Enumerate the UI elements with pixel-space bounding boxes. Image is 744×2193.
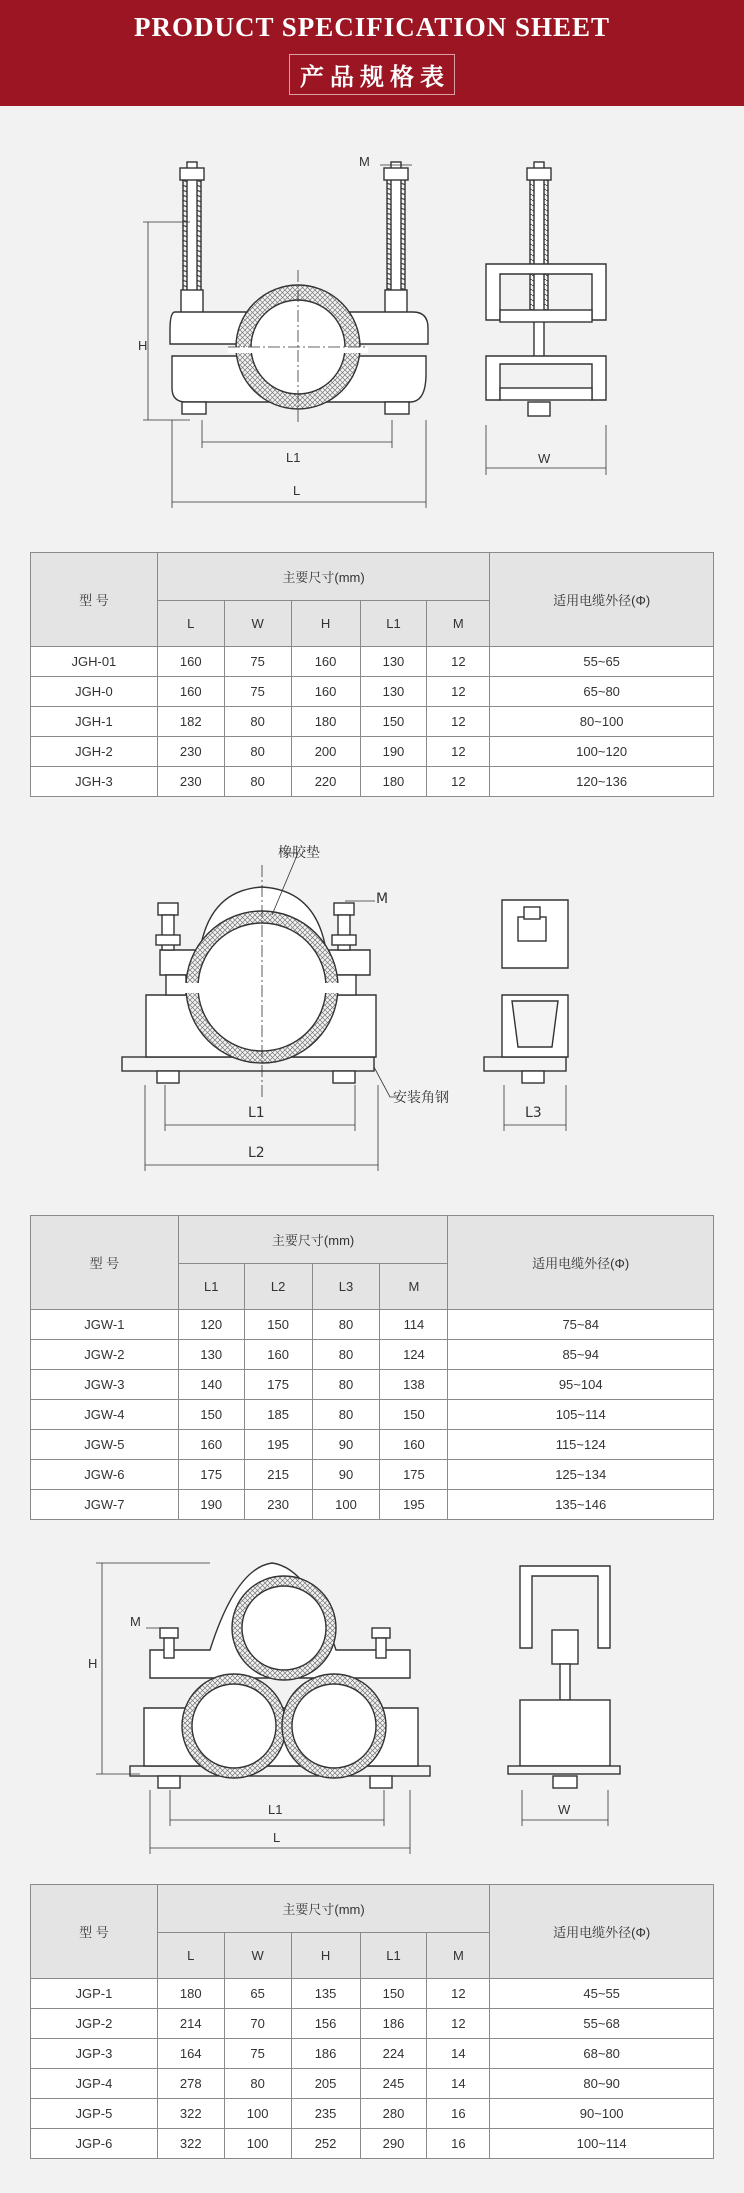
value-cell: 100 <box>312 1490 380 1520</box>
value-cell: 215 <box>244 1460 312 1490</box>
value-cell: 12 <box>427 677 490 707</box>
table-row <box>31 2099 714 2129</box>
value-cell: 160 <box>380 1430 448 1460</box>
model-cell: JGP-4 <box>31 2069 158 2099</box>
value-cell: 205 <box>291 2069 360 2099</box>
value-cell: 245 <box>360 2069 427 2099</box>
label-m: M <box>359 154 370 169</box>
value-cell: 100 <box>224 2129 291 2159</box>
model-cell: JGP-6 <box>31 2129 158 2159</box>
cable-cell: 120~136 <box>490 767 714 797</box>
value-cell: 160 <box>244 1340 312 1370</box>
col-header: M <box>427 601 490 647</box>
value-cell: 75 <box>224 677 291 707</box>
table-row <box>31 647 714 677</box>
col-header: L3 <box>312 1264 380 1310</box>
model-cell: JGP-1 <box>31 1979 158 2009</box>
value-cell: 14 <box>427 2069 490 2099</box>
table-row <box>31 737 714 767</box>
col-header: L <box>157 1933 224 1979</box>
dims-header: 主要尺寸(mm) <box>157 1885 490 1933</box>
value-cell: 180 <box>291 707 360 737</box>
value-cell: 12 <box>427 2009 490 2039</box>
cable-header: 适用电缆外径(Φ) <box>490 1885 714 1979</box>
table-row <box>31 1430 714 1460</box>
page-header <box>0 0 744 106</box>
value-cell: 114 <box>380 1310 448 1340</box>
value-cell: 100 <box>224 2099 291 2129</box>
table-row <box>31 2009 714 2039</box>
value-cell: 190 <box>360 737 427 767</box>
col-header: M <box>380 1264 448 1310</box>
table-row <box>31 1400 714 1430</box>
spec-table-jgp <box>30 1884 714 2159</box>
label-w: W <box>558 1802 571 1817</box>
label-l2: L2 <box>248 1145 265 1161</box>
value-cell: 80 <box>224 737 291 767</box>
col-header: M <box>427 1933 490 1979</box>
value-cell: 230 <box>157 737 224 767</box>
diagram-jgh-clamp <box>0 150 744 520</box>
value-cell: 214 <box>157 2009 224 2039</box>
value-cell: 175 <box>178 1460 244 1490</box>
value-cell: 75 <box>224 647 291 677</box>
model-cell: JGW-6 <box>31 1460 179 1490</box>
value-cell: 135 <box>291 1979 360 2009</box>
cable-cell: 125~134 <box>448 1460 714 1490</box>
value-cell: 90 <box>312 1460 380 1490</box>
model-header: 型 号 <box>31 1885 158 1979</box>
value-cell: 16 <box>427 2129 490 2159</box>
label-rubber-pad: 橡胶垫 <box>278 845 320 861</box>
cable-cell: 105~114 <box>448 1400 714 1430</box>
diagram-jgp-clamp <box>0 1548 744 1868</box>
value-cell: 280 <box>360 2099 427 2129</box>
value-cell: 12 <box>427 647 490 677</box>
value-cell: 12 <box>427 707 490 737</box>
table-row <box>31 677 714 707</box>
model-header: 型 号 <box>31 553 158 647</box>
col-header: L1 <box>178 1264 244 1310</box>
value-cell: 80 <box>224 2069 291 2099</box>
value-cell: 190 <box>178 1490 244 1520</box>
value-cell: 230 <box>244 1490 312 1520</box>
cable-cell: 90~100 <box>490 2099 714 2129</box>
model-cell: JGH-2 <box>31 737 158 767</box>
table-row <box>31 2069 714 2099</box>
cable-cell: 80~90 <box>490 2069 714 2099</box>
value-cell: 160 <box>157 647 224 677</box>
label-l3: L3 <box>525 1105 542 1121</box>
diagram-jgw-clamp <box>0 835 744 1175</box>
value-cell: 130 <box>178 1340 244 1370</box>
label-h: H <box>138 338 148 353</box>
spec-table-jgh <box>30 552 714 797</box>
cable-cell: 55~65 <box>490 647 714 677</box>
cable-cell: 55~68 <box>490 2009 714 2039</box>
value-cell: 322 <box>157 2129 224 2159</box>
table-row <box>31 1340 714 1370</box>
label-m: M <box>376 891 389 907</box>
cable-cell: 135~146 <box>448 1490 714 1520</box>
value-cell: 12 <box>427 737 490 767</box>
value-cell: 224 <box>360 2039 427 2069</box>
value-cell: 195 <box>244 1430 312 1460</box>
value-cell: 175 <box>380 1460 448 1490</box>
model-cell: JGH-3 <box>31 767 158 797</box>
col-header: W <box>224 601 291 647</box>
value-cell: 180 <box>157 1979 224 2009</box>
value-cell: 322 <box>157 2099 224 2129</box>
value-cell: 80 <box>312 1340 380 1370</box>
model-cell: JGH-1 <box>31 707 158 737</box>
cable-header: 适用电缆外径(Φ) <box>448 1216 714 1310</box>
value-cell: 164 <box>157 2039 224 2069</box>
model-cell: JGW-1 <box>31 1310 179 1340</box>
cable-cell: 65~80 <box>490 677 714 707</box>
value-cell: 12 <box>427 767 490 797</box>
value-cell: 16 <box>427 2099 490 2129</box>
label-w: W <box>538 451 551 466</box>
col-header: H <box>291 1933 360 1979</box>
cable-cell: 45~55 <box>490 1979 714 2009</box>
value-cell: 156 <box>291 2009 360 2039</box>
table-row <box>31 1310 714 1340</box>
label-l: L <box>293 483 301 498</box>
value-cell: 160 <box>291 647 360 677</box>
model-cell: JGP-2 <box>31 2009 158 2039</box>
label-l1: L1 <box>268 1802 283 1817</box>
table-row <box>31 707 714 737</box>
value-cell: 175 <box>244 1370 312 1400</box>
cable-header: 适用电缆外径(Φ) <box>490 553 714 647</box>
value-cell: 186 <box>360 2009 427 2039</box>
label-l1: L1 <box>286 450 301 465</box>
value-cell: 180 <box>360 767 427 797</box>
model-cell: JGW-5 <box>31 1430 179 1460</box>
table-row <box>31 2039 714 2069</box>
cable-cell: 75~84 <box>448 1310 714 1340</box>
cable-cell: 85~94 <box>448 1340 714 1370</box>
value-cell: 150 <box>380 1400 448 1430</box>
value-cell: 160 <box>178 1430 244 1460</box>
value-cell: 140 <box>178 1370 244 1400</box>
value-cell: 252 <box>291 2129 360 2159</box>
model-cell: JGW-7 <box>31 1490 179 1520</box>
value-cell: 90 <box>312 1430 380 1460</box>
title-english: PRODUCT SPECIFICATION SHEET <box>133 12 611 42</box>
value-cell: 185 <box>244 1400 312 1430</box>
value-cell: 12 <box>427 1979 490 2009</box>
table-row <box>31 2129 714 2159</box>
dims-header: 主要尺寸(mm) <box>157 553 490 601</box>
value-cell: 150 <box>360 1979 427 2009</box>
table-row <box>31 1460 714 1490</box>
value-cell: 80 <box>224 707 291 737</box>
value-cell: 80 <box>312 1370 380 1400</box>
label-l: L <box>273 1830 281 1845</box>
value-cell: 278 <box>157 2069 224 2099</box>
cable-cell: 115~124 <box>448 1430 714 1460</box>
label-l1: L1 <box>248 1105 265 1121</box>
model-cell: JGH-0 <box>31 677 158 707</box>
table-row <box>31 1979 714 2009</box>
value-cell: 150 <box>244 1310 312 1340</box>
col-header: W <box>224 1933 291 1979</box>
value-cell: 235 <box>291 2099 360 2129</box>
spec-table-jgw <box>30 1215 714 1520</box>
value-cell: 80 <box>312 1400 380 1430</box>
value-cell: 150 <box>360 707 427 737</box>
value-cell: 120 <box>178 1310 244 1340</box>
title-chinese: 产品规格表 <box>289 54 455 95</box>
value-cell: 195 <box>380 1490 448 1520</box>
value-cell: 80 <box>224 767 291 797</box>
col-header: L2 <box>244 1264 312 1310</box>
model-header: 型 号 <box>31 1216 179 1310</box>
cable-cell: 68~80 <box>490 2039 714 2069</box>
label-angle-steel: 安装角钢 <box>393 1090 449 1106</box>
value-cell: 290 <box>360 2129 427 2159</box>
table-row <box>31 1370 714 1400</box>
value-cell: 80 <box>312 1310 380 1340</box>
table-row <box>31 1490 714 1520</box>
cable-cell: 80~100 <box>490 707 714 737</box>
model-cell: JGP-3 <box>31 2039 158 2069</box>
model-cell: JGW-3 <box>31 1370 179 1400</box>
value-cell: 182 <box>157 707 224 737</box>
col-header: H <box>291 601 360 647</box>
value-cell: 14 <box>427 2039 490 2069</box>
model-cell: JGW-2 <box>31 1340 179 1370</box>
value-cell: 130 <box>360 647 427 677</box>
value-cell: 124 <box>380 1340 448 1370</box>
value-cell: 130 <box>360 677 427 707</box>
value-cell: 75 <box>224 2039 291 2069</box>
value-cell: 160 <box>157 677 224 707</box>
value-cell: 160 <box>291 677 360 707</box>
table-row <box>31 767 714 797</box>
cable-cell: 95~104 <box>448 1370 714 1400</box>
model-cell: JGH-01 <box>31 647 158 677</box>
value-cell: 186 <box>291 2039 360 2069</box>
cable-cell: 100~120 <box>490 737 714 767</box>
cable-cell: 100~114 <box>490 2129 714 2159</box>
model-cell: JGP-5 <box>31 2099 158 2129</box>
model-cell: JGW-4 <box>31 1400 179 1430</box>
value-cell: 138 <box>380 1370 448 1400</box>
value-cell: 150 <box>178 1400 244 1430</box>
label-m: M <box>130 1614 141 1629</box>
label-h: H <box>88 1656 98 1671</box>
value-cell: 65 <box>224 1979 291 2009</box>
dims-header: 主要尺寸(mm) <box>178 1216 448 1264</box>
value-cell: 200 <box>291 737 360 767</box>
value-cell: 230 <box>157 767 224 797</box>
value-cell: 220 <box>291 767 360 797</box>
value-cell: 70 <box>224 2009 291 2039</box>
col-header: L1 <box>360 601 427 647</box>
col-header: L <box>157 601 224 647</box>
col-header: L1 <box>360 1933 427 1979</box>
